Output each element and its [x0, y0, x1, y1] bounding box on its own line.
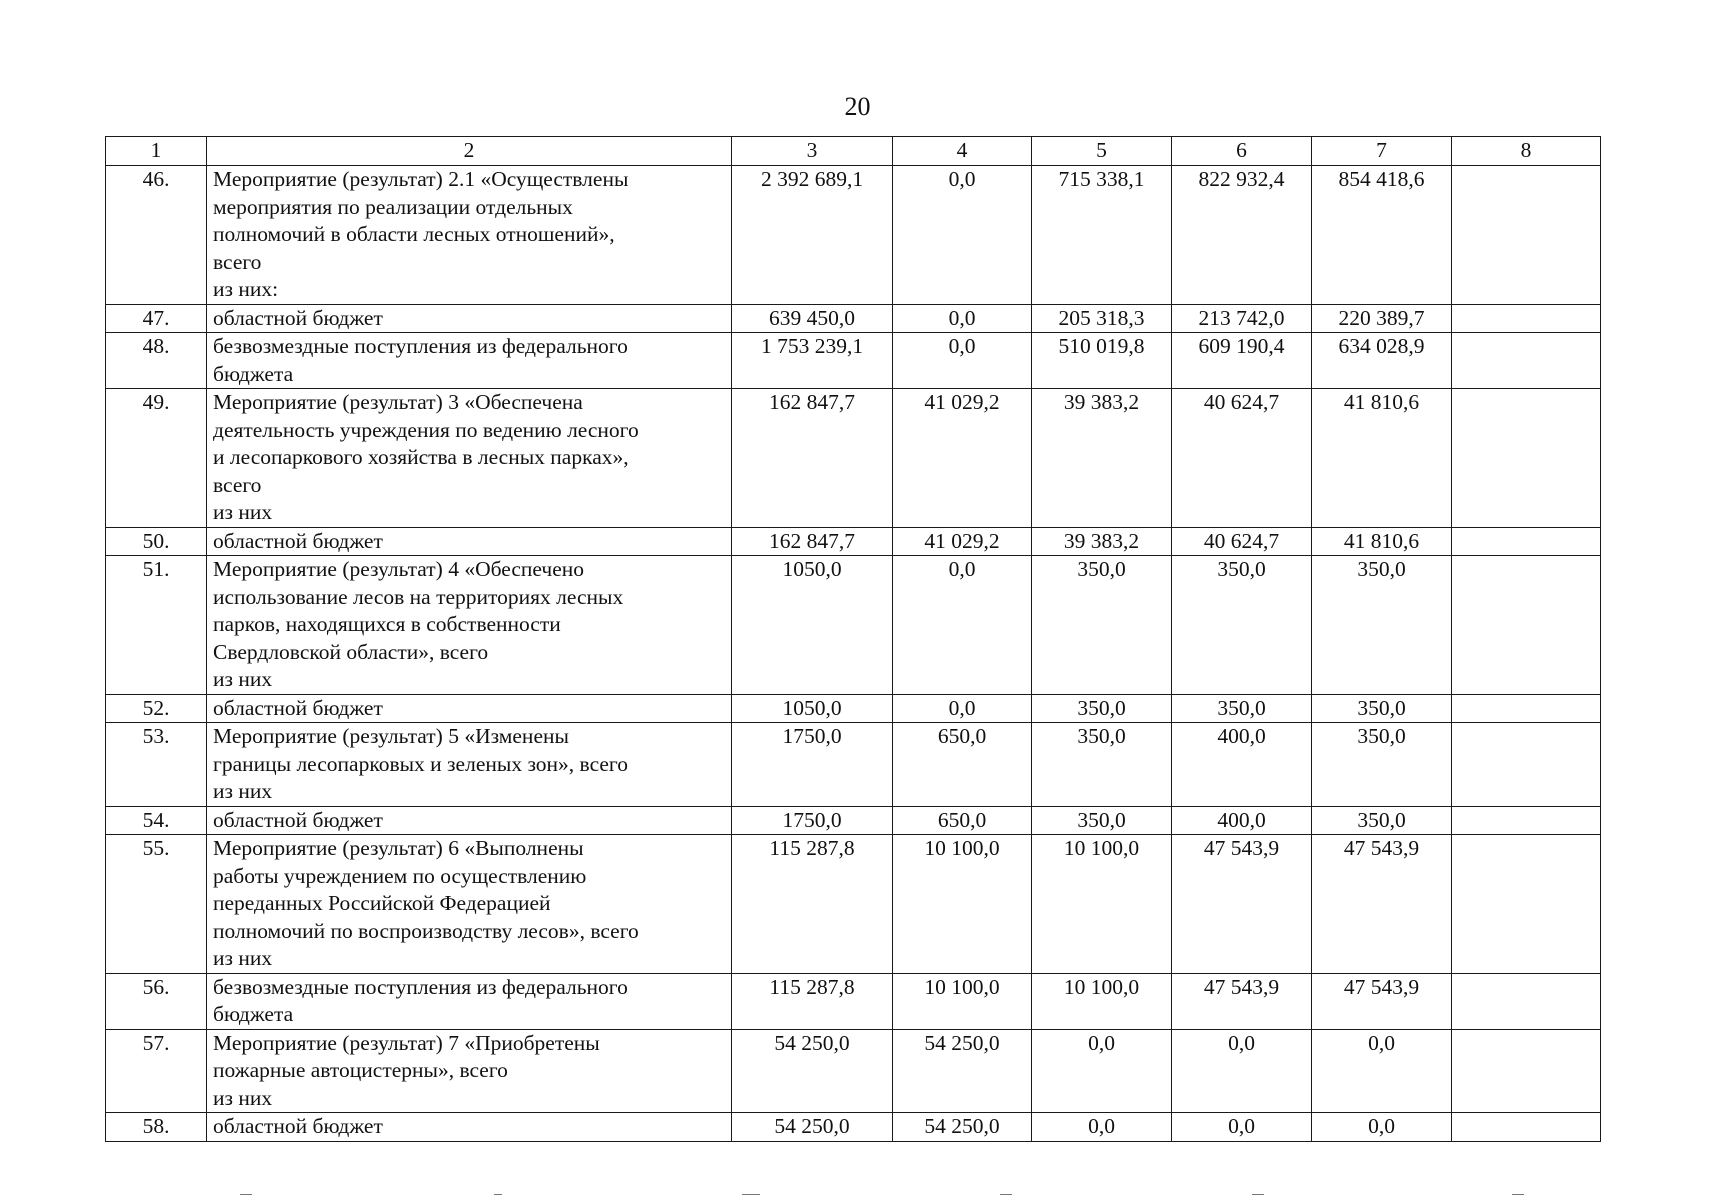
cell-col8 — [1452, 1029, 1601, 1113]
cell-col5: 510 019,8 — [1032, 333, 1172, 389]
column-header: 4 — [893, 137, 1032, 166]
cell-col7: 47 543,9 — [1312, 973, 1452, 1029]
cell-col3: 639 450,0 — [732, 304, 893, 333]
row-name: безвозмездные поступления из федерального бюджета — [207, 973, 732, 1029]
cell-col4: 0,0 — [893, 166, 1032, 305]
table-row — [106, 556, 1601, 695]
table-row — [106, 389, 1601, 528]
table-row — [106, 806, 1601, 835]
cell-col4: 10 100,0 — [893, 973, 1032, 1029]
cell-col8 — [1452, 304, 1601, 333]
cell-col7: 350,0 — [1312, 806, 1452, 835]
scan-artifact — [494, 1194, 502, 1195]
row-name: областной бюджет — [207, 694, 732, 723]
cell-col7: 350,0 — [1312, 556, 1452, 695]
cell-col4: 10 100,0 — [893, 835, 1032, 974]
scan-artifact — [742, 1194, 760, 1195]
cell-col4: 54 250,0 — [893, 1113, 1032, 1142]
cell-col8 — [1452, 1113, 1601, 1142]
row-name: Мероприятие (результат) 3 «Обеспечена деятельность учреждения по ведению лесного и лесопаркового хозяйства в лесных парках», всего из них — [207, 389, 732, 528]
table-row — [106, 973, 1601, 1029]
header-row — [106, 137, 1601, 166]
cell-col8 — [1452, 973, 1601, 1029]
cell-col3: 162 847,7 — [732, 389, 893, 528]
cell-col5: 39 383,2 — [1032, 527, 1172, 556]
cell-col3: 115 287,8 — [732, 835, 893, 974]
row-name: областной бюджет — [207, 527, 732, 556]
column-header: 3 — [732, 137, 893, 166]
cell-col7: 41 810,6 — [1312, 527, 1452, 556]
cell-col5: 715 338,1 — [1032, 166, 1172, 305]
row-number: 58. — [106, 1113, 207, 1142]
row-number: 52. — [106, 694, 207, 723]
cell-col5: 205 318,3 — [1032, 304, 1172, 333]
cell-col8 — [1452, 806, 1601, 835]
table-row — [106, 694, 1601, 723]
cell-col6: 400,0 — [1172, 723, 1312, 807]
cell-col6: 47 543,9 — [1172, 973, 1312, 1029]
row-name: Мероприятие (результат) 5 «Изменены границы лесопарковых и зеленых зон», всего из них — [207, 723, 732, 807]
cell-col3: 115 287,8 — [732, 973, 893, 1029]
table-row — [106, 304, 1601, 333]
cell-col8 — [1452, 166, 1601, 305]
column-header: 7 — [1312, 137, 1452, 166]
row-number: 55. — [106, 835, 207, 974]
table-row — [106, 527, 1601, 556]
cell-col7: 350,0 — [1312, 723, 1452, 807]
table-row — [106, 1029, 1601, 1113]
cell-col4: 54 250,0 — [893, 1029, 1032, 1113]
cell-col3: 1750,0 — [732, 806, 893, 835]
row-number: 47. — [106, 304, 207, 333]
cell-col5: 10 100,0 — [1032, 973, 1172, 1029]
cell-col6: 400,0 — [1172, 806, 1312, 835]
cell-col5: 350,0 — [1032, 694, 1172, 723]
cell-col5: 350,0 — [1032, 806, 1172, 835]
row-number: 50. — [106, 527, 207, 556]
column-header: 8 — [1452, 137, 1601, 166]
row-number: 57. — [106, 1029, 207, 1113]
cell-col4: 0,0 — [893, 304, 1032, 333]
row-number: 54. — [106, 806, 207, 835]
cell-col7: 220 389,7 — [1312, 304, 1452, 333]
row-name: Мероприятие (результат) 7 «Приобретены пожарные автоцистерны», всего из них — [207, 1029, 732, 1113]
cell-col7: 350,0 — [1312, 694, 1452, 723]
row-name: Мероприятие (результат) 4 «Обеспечено использование лесов на территориях лесных парков, находящихся в собственности Свердловской области», всего из них — [207, 556, 732, 695]
cell-col6: 0,0 — [1172, 1113, 1312, 1142]
budget-table — [105, 136, 1601, 1142]
cell-col6: 822 932,4 — [1172, 166, 1312, 305]
table-row — [106, 333, 1601, 389]
cell-col6: 213 742,0 — [1172, 304, 1312, 333]
cell-col5: 350,0 — [1032, 556, 1172, 695]
cell-col4: 0,0 — [893, 333, 1032, 389]
cell-col7: 41 810,6 — [1312, 389, 1452, 528]
column-header: 5 — [1032, 137, 1172, 166]
row-number: 48. — [106, 333, 207, 389]
cell-col4: 650,0 — [893, 723, 1032, 807]
row-number: 56. — [106, 973, 207, 1029]
cell-col5: 0,0 — [1032, 1029, 1172, 1113]
cell-col5: 10 100,0 — [1032, 835, 1172, 974]
scan-artifact — [240, 1194, 252, 1195]
cell-col6: 0,0 — [1172, 1029, 1312, 1113]
cell-col8 — [1452, 389, 1601, 528]
cell-col3: 54 250,0 — [732, 1029, 893, 1113]
scan-artifact — [1000, 1194, 1012, 1195]
cell-col7: 0,0 — [1312, 1029, 1452, 1113]
cell-col6: 47 543,9 — [1172, 835, 1312, 974]
cell-col8 — [1452, 835, 1601, 974]
cell-col4: 0,0 — [893, 556, 1032, 695]
cell-col3: 54 250,0 — [732, 1113, 893, 1142]
row-number: 53. — [106, 723, 207, 807]
cell-col6: 350,0 — [1172, 694, 1312, 723]
table-row — [106, 1113, 1601, 1142]
cell-col5: 39 383,2 — [1032, 389, 1172, 528]
cell-col3: 1050,0 — [732, 556, 893, 695]
cell-col6: 609 190,4 — [1172, 333, 1312, 389]
scan-artifact — [1252, 1194, 1264, 1195]
row-number: 46. — [106, 166, 207, 305]
cell-col8 — [1452, 694, 1601, 723]
page-number: 20 — [844, 92, 871, 121]
row-name: областной бюджет — [207, 304, 732, 333]
cell-col8 — [1452, 723, 1601, 807]
cell-col3: 1 753 239,1 — [732, 333, 893, 389]
cell-col7: 634 028,9 — [1312, 333, 1452, 389]
cell-col8 — [1452, 527, 1601, 556]
column-header: 6 — [1172, 137, 1312, 166]
cell-col7: 0,0 — [1312, 1113, 1452, 1142]
row-number: 51. — [106, 556, 207, 695]
row-name: областной бюджет — [207, 806, 732, 835]
cell-col4: 41 029,2 — [893, 389, 1032, 528]
cell-col8 — [1452, 556, 1601, 695]
row-name: Мероприятие (результат) 6 «Выполнены работы учреждением по осуществлению переданных Российской Федерацией полномочий по воспроизводству лесов», всего из них — [207, 835, 732, 974]
row-name: безвозмездные поступления из федерального бюджета — [207, 333, 732, 389]
column-header: 2 — [207, 137, 732, 166]
row-name: областной бюджет — [207, 1113, 732, 1142]
cell-col4: 650,0 — [893, 806, 1032, 835]
cell-col3: 2 392 689,1 — [732, 166, 893, 305]
table-row — [106, 166, 1601, 305]
scan-artifact — [1512, 1194, 1524, 1195]
cell-col5: 0,0 — [1032, 1113, 1172, 1142]
cell-col6: 40 624,7 — [1172, 389, 1312, 528]
table-row — [106, 835, 1601, 974]
table-row — [106, 723, 1601, 807]
row-number: 49. — [106, 389, 207, 528]
cell-col4: 41 029,2 — [893, 527, 1032, 556]
column-header: 1 — [106, 137, 207, 166]
cell-col3: 1750,0 — [732, 723, 893, 807]
row-name: Мероприятие (результат) 2.1 «Осуществлены мероприятия по реализации отдельных полномочий в области лесных отношений», всего из них: — [207, 166, 732, 305]
cell-col8 — [1452, 333, 1601, 389]
cell-col7: 47 543,9 — [1312, 835, 1452, 974]
cell-col6: 350,0 — [1172, 556, 1312, 695]
cell-col7: 854 418,6 — [1312, 166, 1452, 305]
cell-col3: 1050,0 — [732, 694, 893, 723]
cell-col4: 0,0 — [893, 694, 1032, 723]
cell-col5: 350,0 — [1032, 723, 1172, 807]
cell-col3: 162 847,7 — [732, 527, 893, 556]
cell-col6: 40 624,7 — [1172, 527, 1312, 556]
